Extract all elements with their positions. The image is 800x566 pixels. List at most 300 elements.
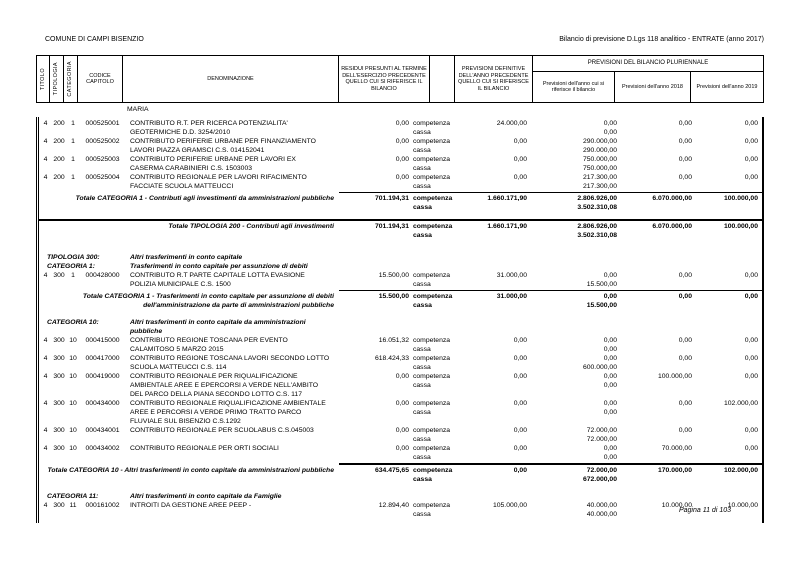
cell-titolo: 4	[43, 174, 48, 181]
cell-previsioni-definitive	[457, 372, 533, 381]
cell-previsioni-anno-line: 672.000,00	[582, 476, 617, 483]
cell-previsioni-2019	[692, 336, 762, 345]
cell-competenza-cassa-line: competenza	[413, 174, 451, 181]
cell-categoria: 10	[69, 400, 77, 407]
cell-denominazione: CONTRIBUTO R.T PARTE CAPITALE LOTTA EVASIONE POLIZIA MUNICIPALE C.S. 1500	[130, 272, 305, 288]
cell-previsioni-anno-line: 15.500,00	[586, 281, 617, 288]
cell-previsioni-definitive-line: 105.000,00	[492, 502, 527, 509]
cell-previsioni-anno-line: 40.000,00	[586, 502, 617, 509]
cell-competenza-cassa	[411, 137, 457, 155]
cell-previsioni-2018-line: 0,00	[678, 355, 692, 362]
cell-previsioni-definitive	[457, 173, 533, 182]
table-row	[39, 399, 762, 426]
cell-tipologia: 300	[53, 400, 65, 407]
cell-residui-line: 0,00	[395, 120, 409, 127]
cell-residui	[337, 173, 411, 182]
total-label: Totale CATEGORIA 1 - Contributi agli investimenti da amministrazioni pubbliche	[75, 195, 334, 202]
cell-previsioni-2019-line: 10.000,00	[727, 502, 758, 509]
cell-residui-line: 701.194,31	[374, 195, 409, 202]
cell-previsioni-2018-line: 0,00	[678, 156, 692, 163]
table-row	[39, 155, 762, 173]
cell-previsioni-2019-line: 100.000,00	[723, 195, 758, 202]
cell-previsioni-anno-line: 3.502.310,08	[577, 204, 617, 211]
cell-competenza-cassa	[411, 444, 457, 462]
cell-previsioni-definitive	[457, 222, 533, 231]
cell-previsioni-2019	[692, 466, 762, 475]
cell-previsioni-2018	[617, 466, 692, 475]
cell-residui	[337, 354, 411, 363]
cell-previsioni-2019	[692, 119, 762, 128]
cell-previsioni-2019-line: 0,00	[744, 174, 758, 181]
cell-categoria: 1	[71, 156, 75, 163]
total-row	[39, 292, 762, 310]
cell-previsioni-anno	[533, 119, 617, 137]
cell-previsioni-2019	[692, 155, 762, 164]
cell-residui-line: 15.500,00	[378, 272, 409, 279]
section-code-label: CATEGORIA 1:	[47, 263, 95, 270]
section-description: Trasferimenti in conto capitale per assunzione di debiti	[130, 263, 308, 270]
cell-titolo: 4	[43, 502, 48, 509]
cell-previsioni-anno-line: 0,00	[603, 382, 617, 389]
cell-residui	[337, 336, 411, 345]
page-footer	[36, 507, 731, 514]
total-row	[39, 194, 762, 212]
cell-competenza-cassa-line: cassa	[413, 204, 432, 211]
cell-previsioni-2019-line: 0,00	[744, 120, 758, 127]
cell-competenza-cassa-line: competenza	[413, 337, 451, 344]
cell-previsioni-definitive	[457, 354, 533, 363]
cell-tipologia: 200	[53, 120, 65, 127]
cell-codice: 000525001	[85, 120, 120, 127]
cell-previsioni-anno	[533, 426, 617, 444]
cell-denominazione: CONTRIBUTO REGIONALE PER LAVORI RIFACIMENTO FACCIATE SCUOLA MATTEUCCI	[130, 174, 307, 190]
cell-denominazione: CONTRIBUTO REGIONE TOSCANA LAVORI SECONDO LOTTO SCUOLA MATTEUCCI C.S. 114	[130, 355, 330, 371]
cell-previsioni-2018-line: 170.000,00	[657, 467, 692, 474]
total-rule	[339, 192, 762, 193]
cell-previsioni-anno	[533, 271, 617, 289]
municipality-title: COMUNE DI CAMPI BISENZIO	[45, 36, 144, 43]
section-description: Altri trasferimenti in conto capitale da Famiglie	[130, 493, 282, 500]
cell-denominazione: CONTRIBUTO PERIFERIE URBANE PER LAVORI EX CASERMA CARABINIERI C.S. 1503003	[130, 156, 296, 172]
cell-previsioni-2018	[617, 372, 692, 381]
page-number: Pagina 11 di 103	[678, 507, 731, 514]
cell-titolo: 4	[43, 400, 48, 407]
cell-competenza-cassa-line: competenza	[413, 120, 451, 127]
table-row	[39, 372, 762, 399]
cell-previsioni-2018	[617, 426, 692, 435]
cell-residui-line: 0,00	[395, 445, 409, 452]
cell-codice: 000525003	[85, 156, 120, 163]
table-row	[39, 119, 762, 137]
cell-tipologia: 300	[53, 355, 65, 362]
cell-previsioni-definitive	[457, 155, 533, 164]
cell-previsioni-2018	[617, 271, 692, 280]
cell-denominazione: CONTRIBUTO REGIONALE PER ORTI SOCIALI	[130, 445, 279, 452]
cell-previsioni-anno-line: 0,00	[603, 272, 617, 279]
cell-previsioni-definitive-line: 0,00	[513, 174, 527, 181]
section-header-row	[39, 262, 762, 271]
cell-tipologia: 300	[53, 445, 65, 452]
cell-competenza-cassa	[411, 336, 457, 354]
table-row	[39, 137, 762, 155]
cell-residui-line: 634.475,65	[374, 467, 409, 474]
cell-competenza-cassa-line: cassa	[413, 129, 431, 136]
cell-previsioni-anno-line: 0,00	[603, 337, 617, 344]
total-row	[39, 222, 762, 240]
section-code-label: CATEGORIA 10:	[47, 319, 99, 326]
cell-previsioni-2018-line: 0,00	[678, 293, 692, 300]
section-code-label: CATEGORIA 11:	[47, 493, 99, 500]
cell-competenza-cassa	[411, 399, 457, 417]
cell-previsioni-2018-line: 0,00	[678, 174, 692, 181]
cell-residui	[337, 119, 411, 128]
cell-tipologia: 300	[53, 272, 65, 279]
cell-previsioni-definitive-line: 1.660.171,90	[487, 195, 527, 202]
cell-tipologia: 300	[53, 373, 65, 380]
cell-competenza-cassa	[411, 354, 457, 372]
cell-denominazione: CONTRIBUTO REGIONALE RIQUALIFICAZIONE AMBIENTALE AREE E PERCORSI A VERDE PRIMO TRATTO PARCO FLUVIALE SUL BISENZIO C.S.1292	[130, 400, 326, 425]
cell-previsioni-definitive-line: 24.000,00	[496, 120, 527, 127]
cell-residui	[337, 194, 411, 203]
cell-previsioni-anno-line: 2.806.926,00	[577, 195, 617, 202]
cell-denominazione: CONTRIBUTO PERIFERIE URBANE PER FINANZIAMENTO LAVORI PIAZZA GRAMSCI C.S. 014152041	[130, 138, 316, 154]
cell-titolo: 4	[43, 427, 48, 434]
cell-previsioni-definitive-line: 0,00	[513, 355, 527, 362]
cell-denominazione: CONTRIBUTO REGIONALE PER RIQUALIFICAZIONE AMBIENTALE AREE E EPERCORSI A VERDE NELL'AMBITO DEL PARCO DELLA PIANA SECONDO LOTTO C.S. 117	[130, 373, 319, 398]
cell-previsioni-definitive	[457, 426, 533, 435]
total-label: Totale CATEGORIA 10 - Altri trasferimenti in conto capitale da amministrazioni pubbliche	[47, 467, 334, 474]
cell-residui-line: 0,00	[395, 427, 409, 434]
cell-competenza-cassa	[411, 292, 457, 310]
report-title: Bilancio di previsione D.Lgs 118 analitico - ENTRATE (anno 2017)	[559, 36, 764, 43]
cell-tipologia: 200	[53, 156, 65, 163]
cell-competenza-cassa-line: competenza	[413, 272, 451, 279]
cell-previsioni-2018-line: 0,00	[678, 120, 692, 127]
cell-previsioni-2018	[617, 444, 692, 453]
cell-titolo: 4	[43, 138, 48, 145]
cell-competenza-cassa	[411, 426, 457, 444]
cell-previsioni-anno-line: 0,00	[603, 445, 617, 452]
cell-competenza-cassa-line: cassa	[413, 346, 431, 353]
cell-previsioni-2019	[692, 173, 762, 182]
cell-residui-line: 0,00	[395, 156, 409, 163]
cell-residui-line: 701.194,31	[374, 223, 409, 230]
cell-previsioni-anno-line: 290.000,00	[582, 147, 617, 154]
cell-previsioni-anno	[533, 336, 617, 354]
cell-tipologia: 300	[53, 502, 65, 509]
cell-previsioni-anno	[533, 173, 617, 191]
cell-titolo: 4	[43, 337, 48, 344]
cell-residui-line: 0,00	[395, 373, 409, 380]
header-denominazione: DENOMINAZIONE	[123, 56, 339, 102]
cell-competenza-cassa-line: cassa	[413, 476, 432, 483]
cell-previsioni-definitive	[457, 399, 533, 408]
cell-competenza-cassa-line: competenza	[413, 427, 451, 434]
cell-previsioni-definitive	[457, 194, 533, 203]
cell-previsioni-2019-line: 0,00	[744, 156, 758, 163]
cell-previsioni-anno-line: 72.000,00	[586, 467, 617, 474]
cell-competenza-cassa-line: competenza	[413, 502, 451, 509]
cell-residui-line: 0,00	[395, 138, 409, 145]
cell-previsioni-2018	[617, 173, 692, 182]
cell-tipologia: 200	[53, 138, 65, 145]
cell-previsioni-definitive	[457, 336, 533, 345]
cell-previsioni-definitive-line: 0,00	[513, 445, 527, 452]
cell-competenza-cassa-line: competenza	[413, 195, 453, 202]
cell-categoria: 10	[69, 445, 77, 452]
cell-previsioni-2018	[617, 399, 692, 408]
cell-previsioni-definitive-line: 0,00	[513, 138, 527, 145]
cell-competenza-cassa	[411, 271, 457, 289]
cell-previsioni-2018-line: 6.070.000,00	[652, 223, 692, 230]
cell-previsioni-anno	[533, 354, 617, 372]
cell-previsioni-2018-line: 6.070.000,00	[652, 195, 692, 202]
cell-residui	[337, 271, 411, 280]
cell-previsioni-2019	[692, 292, 762, 301]
cell-competenza-cassa-line: cassa	[413, 281, 431, 288]
cell-competenza-cassa-line: cassa	[413, 183, 431, 190]
total-rule	[39, 219, 762, 221]
cell-titolo: 4	[43, 445, 48, 452]
cell-categoria: 11	[69, 502, 77, 509]
cell-previsioni-2018	[617, 222, 692, 231]
cell-codice: 000434002	[85, 445, 120, 452]
cell-previsioni-2019-line: 102.000,00	[723, 400, 758, 407]
cell-previsioni-definitive-line: 31.000,00	[496, 293, 527, 300]
cell-previsioni-2018-line: 0,00	[678, 427, 692, 434]
cell-previsioni-2019-line: 0,00	[744, 445, 758, 452]
cell-previsioni-definitive	[457, 119, 533, 128]
cell-tipologia: 300	[53, 427, 65, 434]
total-rule	[339, 290, 762, 291]
cell-previsioni-2019	[692, 137, 762, 146]
cell-previsioni-definitive-line: 0,00	[513, 400, 527, 407]
cell-previsioni-definitive-line: 0,00	[513, 156, 527, 163]
cell-previsioni-2018	[617, 119, 692, 128]
cell-residui	[337, 466, 411, 475]
cell-previsioni-definitive-line: 0,00	[513, 467, 527, 474]
cell-previsioni-2019	[692, 372, 762, 381]
cell-codice: 000525004	[85, 174, 120, 181]
cell-competenza-cassa	[411, 119, 457, 137]
header-codice-capitolo: CODICE CAPITOLO	[78, 56, 123, 102]
cell-competenza-cassa-line: cassa	[413, 382, 431, 389]
section-code-label: TIPOLOGIA 300:	[47, 254, 100, 261]
header-previsioni-2019: Previsioni dell'anno 2019	[696, 83, 758, 90]
cell-categoria: 1	[71, 138, 75, 145]
cell-previsioni-2019	[692, 444, 762, 453]
cell-previsioni-anno-line: 2.806.926,00	[577, 223, 617, 230]
table-header	[36, 55, 764, 103]
cell-previsioni-anno-line: 217.300,00	[582, 183, 617, 190]
cell-previsioni-2018	[617, 292, 692, 301]
cell-residui	[337, 222, 411, 231]
table-row	[39, 354, 762, 372]
cell-previsioni-definitive-line: 1.660.171,90	[487, 223, 527, 230]
cell-competenza-cassa-line: cassa	[413, 409, 431, 416]
header-previsioni-2018: Previsioni dell'anno 2018	[615, 72, 691, 102]
cell-competenza-cassa	[411, 222, 457, 240]
cell-previsioni-anno-line: 217.300,00	[582, 174, 617, 181]
cell-previsioni-2019	[692, 194, 762, 203]
cell-previsioni-2018	[617, 137, 692, 146]
cell-previsioni-2019	[692, 271, 762, 280]
cell-residui-line: 618.424,33	[374, 355, 409, 362]
cell-competenza-cassa	[411, 372, 457, 390]
cell-previsioni-2018-line: 0,00	[678, 272, 692, 279]
cell-competenza-cassa-line: cassa	[413, 511, 431, 518]
cell-previsioni-anno-line: 750.000,00	[582, 156, 617, 163]
cell-codice: 000434001	[85, 427, 120, 434]
cell-competenza-cassa-line: cassa	[413, 436, 431, 443]
cell-competenza-cassa-line: cassa	[413, 364, 431, 371]
cell-previsioni-anno	[533, 372, 617, 390]
cell-previsioni-definitive	[457, 466, 533, 475]
cell-previsioni-anno-line: 0,00	[603, 454, 617, 461]
cell-competenza-cassa-line: cassa	[413, 232, 432, 239]
cell-residui-line: 0,00	[395, 174, 409, 181]
cell-competenza-cassa-line: competenza	[413, 138, 451, 145]
cell-codice: 000417000	[85, 355, 120, 362]
cell-codice: 000525002	[85, 138, 120, 145]
cell-codice: 000419000	[85, 373, 120, 380]
cell-previsioni-anno	[533, 292, 617, 310]
cell-previsioni-anno-line: 0,00	[603, 373, 617, 380]
cell-previsioni-definitive-line: 31.000,00	[496, 272, 527, 279]
cell-previsioni-anno-line: 72.000,00	[586, 436, 617, 443]
cell-residui-line: 0,00	[395, 400, 409, 407]
cell-categoria: 10	[69, 373, 77, 380]
cell-previsioni-2019-line: 0,00	[744, 337, 758, 344]
cell-previsioni-2018-line: 70.000,00	[661, 445, 692, 452]
cell-competenza-cassa	[411, 173, 457, 191]
header-tipologia: TIPOLOGIA	[50, 56, 64, 102]
header-previsioni-definitive: PREVISIONI DEFINITIVE DELL'ANNO PRECEDENTE QUELLO CUI SI RIFERISCE IL BILANCIO	[455, 56, 533, 102]
cell-previsioni-anno-line: 40.000,00	[586, 511, 617, 518]
total-rule	[339, 463, 762, 465]
cell-residui-line: 12.894,40	[378, 502, 409, 509]
cell-previsioni-anno-line: 0,00	[603, 129, 617, 136]
cell-previsioni-definitive-line: 0,00	[513, 373, 527, 380]
cell-denominazione: CONTRIBUTO REGIONE TOSCANA PER EVENTO CALAMITOSO 5 MARZO 2015	[130, 337, 288, 353]
header-titolo: TITOLO	[37, 56, 50, 102]
table-body	[36, 117, 764, 523]
table-row	[39, 271, 762, 289]
table-row	[39, 336, 762, 354]
cell-competenza-cassa-line: competenza	[413, 293, 453, 300]
cell-previsioni-2019	[692, 399, 762, 408]
cell-categoria: 10	[69, 427, 77, 434]
cell-tipologia: 300	[53, 337, 65, 344]
total-row	[39, 466, 762, 484]
cell-previsioni-2018-line: 0,00	[678, 337, 692, 344]
cell-previsioni-definitive	[457, 137, 533, 146]
cell-competenza-cassa-line: competenza	[413, 223, 453, 230]
cell-competenza-cassa-line: competenza	[413, 400, 451, 407]
cell-titolo: 4	[43, 272, 48, 279]
cell-tipologia: 200	[53, 174, 65, 181]
cell-previsioni-definitive	[457, 271, 533, 280]
cell-competenza-cassa-line: cassa	[413, 454, 431, 461]
cell-previsioni-2018	[617, 194, 692, 203]
cell-denominazione: INTROITI DA GESTIONE AREE PEEP -	[130, 502, 252, 509]
cell-competenza-cassa	[411, 466, 457, 484]
cell-previsioni-2019-line: 102.000,00	[723, 467, 758, 474]
cell-previsioni-anno	[533, 444, 617, 462]
cell-residui	[337, 444, 411, 453]
cell-previsioni-anno-line: 290.000,00	[582, 138, 617, 145]
cell-titolo: 4	[43, 355, 48, 362]
cell-previsioni-anno	[533, 194, 617, 212]
cell-competenza-cassa-line: cassa	[413, 147, 431, 154]
cell-previsioni-anno-line: 0,00	[603, 120, 617, 127]
table-row	[39, 426, 762, 444]
cell-competenza-cassa-line: competenza	[413, 373, 451, 380]
table-row	[39, 444, 762, 462]
cell-previsioni-anno	[533, 466, 617, 484]
cell-previsioni-anno-line: 750.000,00	[582, 165, 617, 172]
cell-previsioni-anno	[533, 399, 617, 417]
table-row	[39, 173, 762, 191]
cell-residui	[337, 426, 411, 435]
header-previsioni-anno-riferimento: Previsioni dell'anno cui si riferisce il bilancio	[533, 72, 615, 102]
cell-categoria: 1	[71, 174, 75, 181]
cell-residui-line: 16.051,32	[378, 337, 409, 344]
header-empty-column	[430, 56, 455, 102]
cell-categoria: 1	[71, 120, 75, 127]
cell-residui-line: 15.500,00	[378, 293, 409, 300]
cell-previsioni-definitive-line: 0,00	[513, 337, 527, 344]
total-label: Totale CATEGORIA 1 - Trasferimenti in conto capitale per assunzione di debiti dell'amministrazione da parte di amministrazioni pubbliche	[82, 293, 334, 309]
cell-previsioni-2019-line: 0,00	[744, 138, 758, 145]
cell-previsioni-2019-line: 0,00	[744, 373, 758, 380]
cell-residui	[337, 399, 411, 408]
header-bilancio-pluriennale-group	[533, 56, 763, 102]
cell-previsioni-2019-line: 0,00	[744, 355, 758, 362]
cell-categoria: 10	[69, 355, 77, 362]
section-description: Altri trasferimenti in conto capitale	[130, 254, 243, 261]
cell-denominazione: CONTRIBUTO R.T. PER RICERCA POTENZIALITA' GEOTERMICHE D.D. 3254/2010	[130, 120, 288, 136]
cell-previsioni-anno	[533, 155, 617, 173]
cell-titolo: 4	[43, 156, 48, 163]
cell-previsioni-2019	[692, 354, 762, 363]
section-header-row	[39, 253, 762, 262]
cell-codice: 000428000	[85, 272, 120, 279]
section-description: Altri trasferimenti in conto capitale da amministrazioni pubbliche	[130, 319, 306, 335]
cell-previsioni-2019-line: 0,00	[744, 293, 758, 300]
cell-residui	[337, 155, 411, 164]
total-label: Totale TIPOLOGIA 200 - Contributi agli investimenti	[168, 223, 334, 230]
cell-codice: 000415000	[85, 337, 120, 344]
header-categoria: CATEGORIA	[64, 56, 78, 102]
cell-previsioni-anno-line: 0,00	[603, 409, 617, 416]
cell-previsioni-2019-line: 100.000,00	[723, 223, 758, 230]
cell-categoria: 10	[69, 337, 77, 344]
header-residui-presunti: RESIDUI PRESUNTI AL TERMINE DELL'ESERCIZIO PRECEDENTE QUELLO CUI SI RIFERISCE IL BILANCIO	[339, 56, 430, 102]
cell-previsioni-2019	[692, 426, 762, 435]
cell-previsioni-anno	[533, 222, 617, 240]
cell-previsioni-anno-line: 72.000,00	[586, 427, 617, 434]
cell-previsioni-anno-line: 0,00	[603, 346, 617, 353]
cell-competenza-cassa	[411, 194, 457, 212]
cell-codice: 000434000	[85, 400, 120, 407]
cell-competenza-cassa-line: competenza	[413, 445, 451, 452]
cell-previsioni-2018	[617, 336, 692, 345]
cell-previsioni-2019-line: 0,00	[744, 272, 758, 279]
cell-previsioni-anno-line: 0,00	[603, 355, 617, 362]
cell-competenza-cassa-line: cassa	[413, 302, 432, 309]
cell-residui	[337, 372, 411, 381]
